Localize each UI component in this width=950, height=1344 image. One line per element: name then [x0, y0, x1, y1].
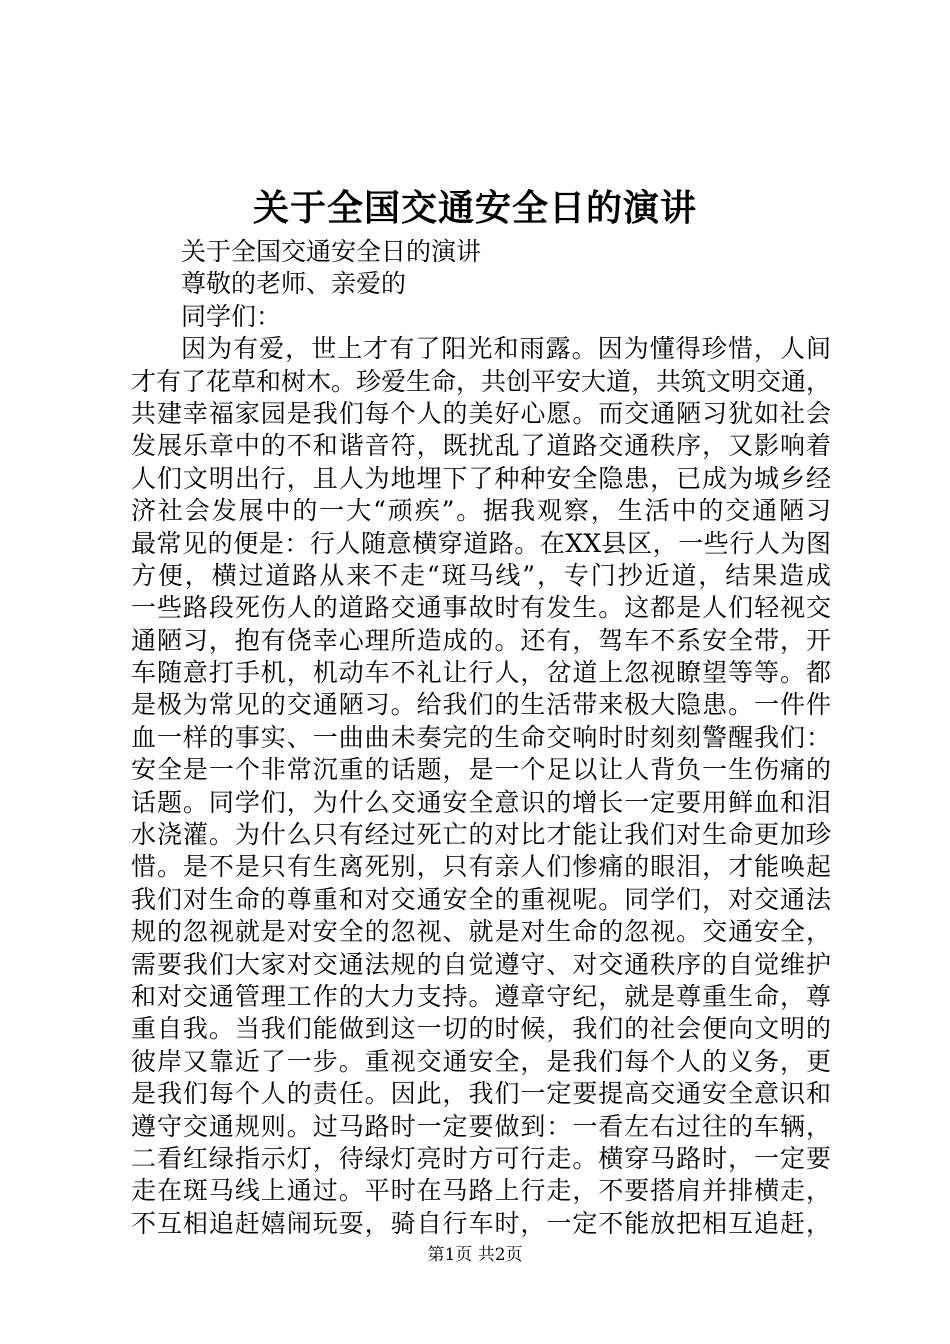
text-line: 通陋习，抱有侥幸心理所造成的。还有，驾车不系安全带，开: [131, 625, 831, 655]
text-line: 遵守交通规则。过马路时一定要做到：一看左右过往的车辆，: [131, 1111, 831, 1141]
text-line: 血一样的事实、一曲曲未奏完的生命交响时时刻刻警醒我们：: [131, 722, 831, 752]
text-line: 需要我们大家对交通法规的自觉遵守、对交通秩序的自觉维护: [131, 949, 831, 979]
text-line: 是我们每个人的责任。因此，我们一定要提高交通安全意识和: [131, 1079, 831, 1109]
text-line: 不互相追赶嬉闹玩耍，骑自行车时，一定不能放把相互追赶，: [131, 1208, 831, 1238]
text-line: 走在斑马线上通过。平时在马路上行走，不要搭肩并排横走，: [131, 1176, 831, 1206]
text-line: 二看红绿指示灯，待绿灯亮时方可行走。横穿马路时，一定要: [131, 1143, 831, 1173]
text-line: 安全是一个非常沉重的话题，是一个足以让人背负一生伤痛的: [131, 755, 831, 785]
text-line: 共建幸福家园是我们每个人的美好心愿。而交通陋习犹如社会: [131, 398, 831, 428]
text-line: 济社会发展中的一大“顽疾”。据我观察，生活中的交通陋习: [131, 496, 831, 526]
text-line: 车随意打手机，机动车不礼让行人，岔道上忽视瞭望等等。都: [131, 658, 831, 688]
page-number-footer: 第1页 共2页: [427, 1245, 523, 1265]
text-line: 一些路段死伤人的道路交通事故时有发生。这都是人们轻视交: [131, 593, 831, 623]
text-line: 是极为常见的交通陋习。给我们的生活带来极大隐患。一件件: [131, 690, 831, 720]
text-line: 规的忽视就是对安全的忽视、就是对生命的忽视。交通安全，: [131, 917, 831, 947]
text-line: 尊敬的老师、亲爱的: [181, 269, 407, 299]
text-line: 才有了花草和树木。珍爱生命，共创平安大道，共筑文明交通，: [131, 366, 831, 396]
text-line: 我们对生命的尊重和对交通安全的重视呢。同学们，对交通法: [131, 884, 831, 914]
document-title: 关于全国交通安全日的演讲: [252, 187, 697, 229]
text-line: 重自我。当我们能做到这一切的时候，我们的社会便向文明的: [131, 1014, 831, 1044]
text-line: 惜。是不是只有生离死别，只有亲人们惨痛的眼泪，才能唤起: [131, 852, 831, 882]
text-line: 发展乐章中的不和谐音符，既扰乱了道路交通秩序，又影响着: [131, 431, 831, 461]
text-line: 同学们：: [181, 301, 282, 331]
document-body: [131, 236, 831, 1240]
text-line: 关于全国交通安全日的演讲: [181, 237, 482, 266]
text-line: 彼岸又靠近了一步。重视交通安全，是我们每个人的义务，更: [131, 1046, 831, 1076]
text-line: 方便，横过道路从来不走“斑马线”，专门抄近道，结果造成: [131, 560, 831, 590]
text-line: 和对交通管理工作的大力支持。遵章守纪，就是尊重生命，尊: [131, 981, 831, 1011]
text-line: 话题。同学们，为什么交通安全意识的增长一定要用鲜血和泪: [131, 787, 831, 817]
text-line: 最常见的便是：行人随意横穿道路。在XX县区，一些行人为图: [131, 528, 831, 558]
text-line: 因为有爱，世上才有了阳光和雨露。因为懂得珍惜，人间: [181, 334, 831, 364]
text-line: 水浇灌。为什么只有经过死亡的对比才能让我们对生命更加珍: [131, 820, 831, 850]
text-line: 人们文明出行，且人为地埋下了种种安全隐患，已成为城乡经: [131, 463, 831, 493]
